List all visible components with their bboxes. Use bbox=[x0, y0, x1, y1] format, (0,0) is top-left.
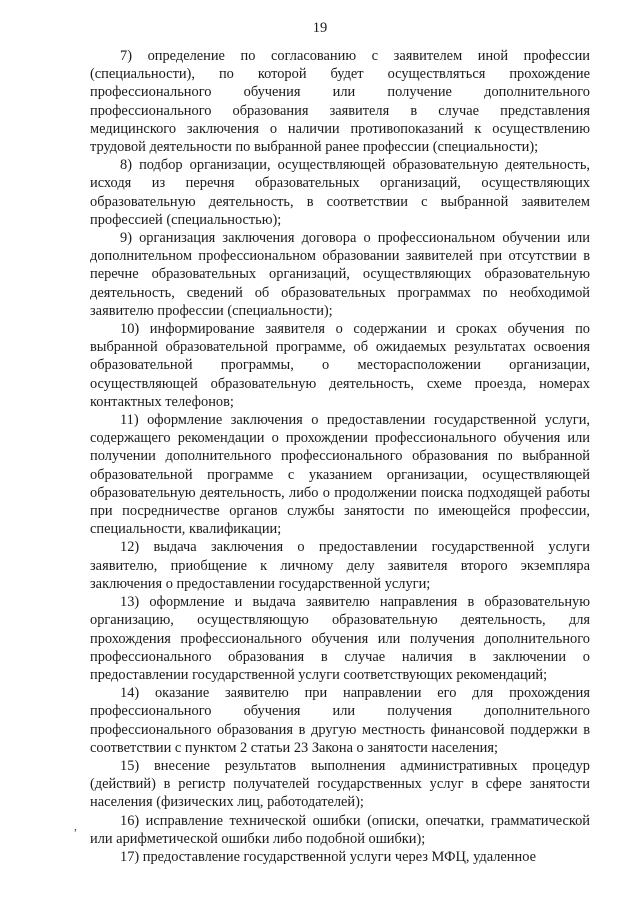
margin-mark: , bbox=[74, 819, 77, 833]
list-item-9: 9) организация заключения договора о профессиональном обучении или дополнительном профессиональном образовании заявителей при отсутствии в перечне образовательных организаций, осуществляющих образовательную деятельность, сведений об образовательных программах по необходимой заявителю профессии (специальности); bbox=[90, 230, 590, 319]
list-item-16: 16) исправление технической ошибки (описки, опечатки, грамматической или арифметической ошибки либо подобной ошибки); bbox=[90, 812, 590, 847]
list-item-17: 17) предоставление государственной услуги через МФЦ, удаленное bbox=[120, 848, 536, 865]
list-item-12: 12) выдача заключения о предоставлении государственной услуги заявителю, приобщение к личному делу заявителя второго экземпляра заключения о предоставлении государственной услуги; bbox=[90, 539, 590, 592]
page-number: 19 bbox=[312, 20, 328, 36]
list-item-14: 14) оказание заявителю при направлении его для прохождения профессионального обучения или получения дополнительного профессионального образования в другую местность финансовой поддержки в соответствии с пунктом 2 статьи 23 Закона о занятости населения; bbox=[90, 685, 590, 756]
list-item-7: 7) определение по согласованию с заявителем иной профессии (специальности), по которой будет осуществляться прохождение профессионального обучения или получение дополнительного профессионального образования заявителя в случае представления медицинского заключения о наличии противопоказаний к осуществлению трудовой деятельности по выбранной ранее профессии (специальности); bbox=[90, 48, 590, 156]
list-item-10: 10) информирование заявителя о содержании и сроках обучения по выбранной образовательной программе, об ожидаемых результатах освоения образовательной программы, о месторасположении организации, осуществляющей образовательную деятельность, схеме проезда, номерах контактных телефонов; bbox=[90, 321, 590, 410]
list-item-15: 15) внесение результатов выполнения административных процедур (действий) в регистр получателей государственных услуг в сфере занятости населения (физических лиц, работодателей); bbox=[90, 757, 590, 811]
list-item-13: 13) оформление и выдача заявителю направления в образовательную организацию, осуществляющую образовательную деятельность, для прохождения профессионального обучения или получения дополнительного профессионального образования в случае наличия в заключении о предоставлении государственной услуги соответствующих рекомендаций; bbox=[90, 594, 590, 683]
document-body bbox=[90, 47, 590, 866]
list-item-11: 11) оформление заключения о предоставлении государственной услуги, содержащего рекомендации о прохождении профессионального обучения или получении дополнительного профессионального образования по выбранной образовательной программе с указанием организации, осуществляющей образовательную деятельность, либо о продолжении поиска подходящей работы при посредничестве органов службы занятости по имеющейся профессии, специальности, квалификации; bbox=[90, 412, 590, 538]
list-item-8: 8) подбор организации, осуществляющей образовательную деятельность, исходя из перечня образовательных организаций, осуществляющих образовательную деятельность, в соответствии с выбранной заявителем профессией (специальностью); bbox=[90, 157, 590, 228]
